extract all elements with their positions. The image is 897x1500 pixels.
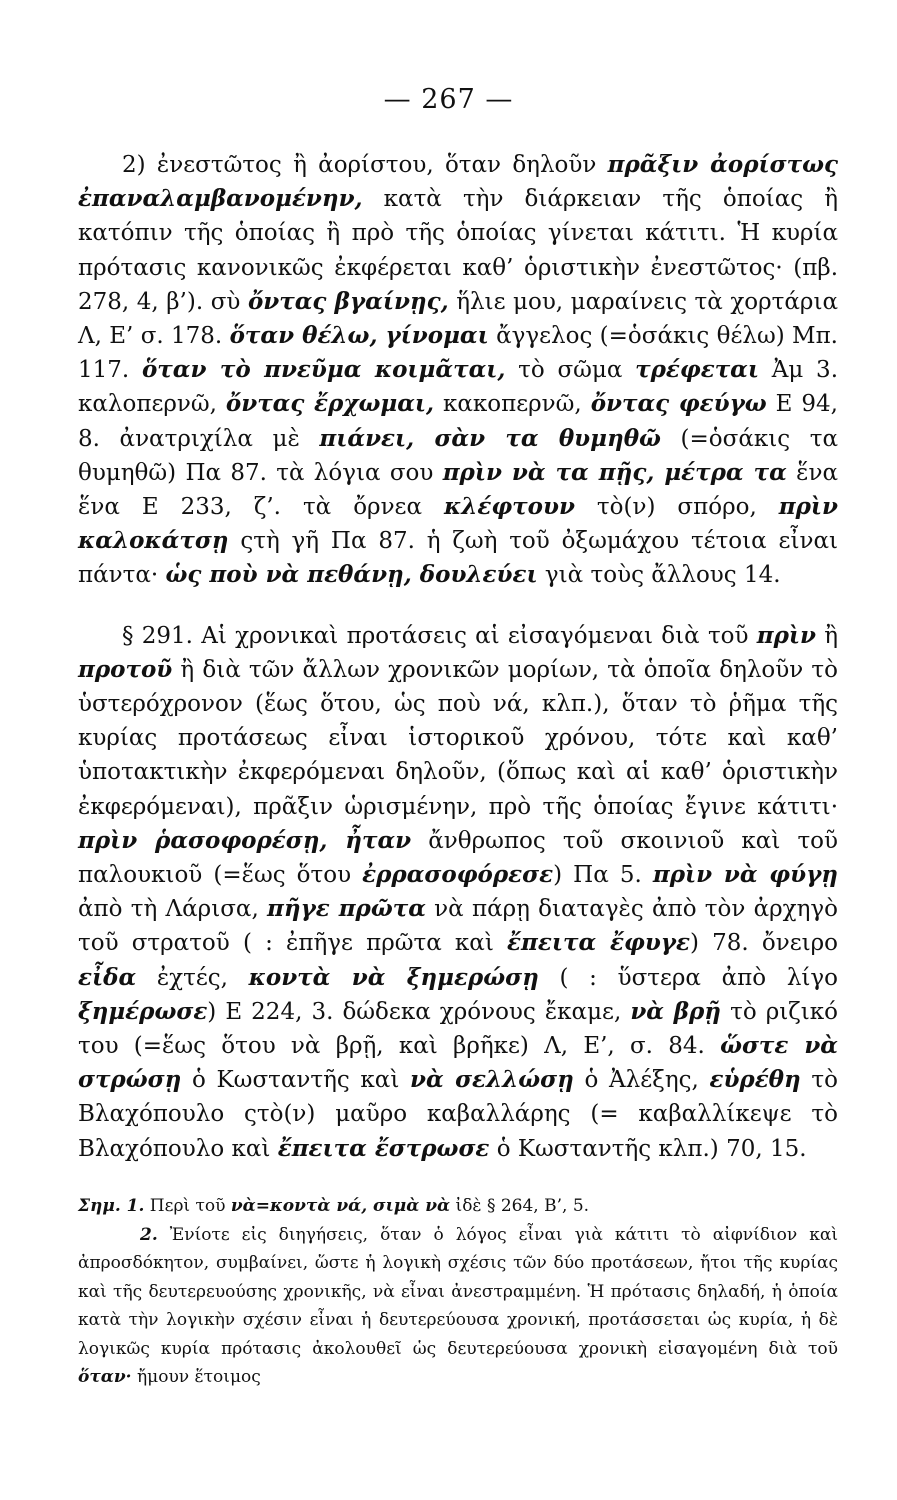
text-run: ἢ [815,622,839,649]
emphasis: ὅταν τὸ πνεῦμα κοιμᾶται, [141,356,506,384]
text-run: Ε 94, 8. ἀνατριχίλα μὲ [78,391,838,452]
text-run: ἰδὲ § 264, Β’, 5. [450,1196,590,1216]
text-run: Ἐνίοτε εἰς διηγήσεις, ὅταν ὁ λόγος εἶναι γιὰ κάτιτι τὸ αἰφνίδιον καὶ ἀπροσδόκητον, συμβαίνει, ὥστε ἡ λογικὴ σχέσις τῶν δύο προτάσεων, ἤτοι τῆς κυρίας καὶ τῆς δευτερευούσης χρονικῆς, νὰ εἶναι ἀνεστραμμένη. Ἡ πρότασις δηλαδή, ἡ ὁποία κατὰ τὴν λογικὴν σχέσιν εἶναι ἡ δευτερεύουσα χρονική, προτάσσεται ὡς κυρία, ἡ δὲ λογικῶς κυρία πρότασις ἀκολουθεῖ ὡς δευτερεύουσα χρονικὴ εἰσαγομένη διὰ τοῦ [78,1224,838,1359]
text-run: γιὰ τοὺς ἄλλους 14. [537,562,781,589]
emphasis: εὑρέθη [709,1066,801,1094]
text-run: ἀπὸ τὴ Λάρισα, [78,896,268,923]
paragraph-1 [78,148,838,593]
text-run: ἤμουν ἕτοιμος [131,1367,261,1387]
note-1 [78,1192,838,1221]
text-run: ἄγγελος (=ὁσάκις θέλω) Μπ. 117. [78,323,838,384]
emphasis: ὄντας φεύγω [590,390,767,418]
text-run: ὁ Κωσταντῆς κλπ.) 70, 15. [489,1135,807,1162]
emphasis: πρὶν καλοκάτσῃ [78,493,838,555]
text-run: κακοπερνῶ, [434,391,591,418]
paragraph-2-section-291 [78,619,838,1166]
emphasis: πιάνει, σὰν τα θυμηθῶ [319,424,661,452]
text-run: Περὶ τοῦ [144,1196,231,1216]
main-text [78,148,838,1166]
emphasis: κοντὰ νὰ ξημερώσῃ [248,963,539,991]
emphasis: ὄντας ἔρχωμαι, [225,390,435,418]
emphasis: ἔπειτα ἔφυγε [507,929,690,957]
emphasis: πρὶν [756,621,816,649]
text-run: νὰ πάρῃ διαταγὲς ἀπὸ τὸν ἀρχηγὸ τοῦ στρατοῦ ( : ἐπῆγε πρῶτα καὶ [78,896,838,957]
emphasis: πρὶν νὰ φύγῃ [652,861,838,889]
text-run: ὁ Ἀλέξης, [573,1067,710,1094]
emphasis: ὄντας βγαίνῃς, [247,287,449,315]
text-run: ἄνθρωπος τοῦ σκοινιοῦ καὶ τοῦ παλουκιοῦ (=ἕως ὅτου [78,827,839,889]
text-run: ἕνα ἕνα Ε 233, ζ’. τὰ ὄρνεα [78,459,838,521]
text-run: κατὰ τὴν διάρκειαν τῆς ὁποίας ἢ κατόπιν τῆς ὁποίας ἢ πρὸ τῆς ὁποίας γίνεται κάτιτι. Ἡ κυρία πρότασις κανονικῶς ἐκφέρεται καθ’ ὁριστικὴν ἐνεστῶτος· (πβ. 278, 4, β’). σὺ [78,186,838,315]
emphasis: ξημέρωσε [78,997,208,1025]
emphasis: ὥστε νὰ στρώσῃ [78,1032,838,1094]
emphasis: ὡς ποὺ νὰ πεθάνῃ, δουλεύει [165,561,538,589]
text-run: τὸ(ν) σπόρο, [574,494,779,521]
text-run: ) 78. ὄνειρο [689,930,838,957]
text-run: ςτὴ γῆ Πα 87. ἡ ζωὴ τοῦ ὀξωμάχου τέτοια εἶναι πάντα· [78,528,838,589]
emphasis: ὅταν· [78,1367,132,1387]
emphasis: κλέφτουν [444,493,575,521]
text-run: 2) ἐνεστῶτος ἢ ἀορίστου, ὅταν δηλοῦν [122,152,608,178]
page-number: — 267 — [383,84,514,115]
emphasis: νὰ σελλώσῃ [410,1066,574,1094]
emphasis: προτοῦ [78,655,173,683]
emphasis: ὅταν θέλω, γίνομαι [229,322,489,350]
emphasis: ἐρρασοφόρεσε [362,861,554,889]
text-run: ἐχτές, [136,964,249,991]
text-run: ) Ε 224, 3. δώδεκα χρόνους ἔκαμε, [207,998,631,1025]
text-run: § 291. Αἱ χρονικαὶ προτάσεις αἱ εἰσαγόμεναι διὰ τοῦ [122,622,757,649]
emphasis: τρέφεται [635,356,760,384]
text-run: ἢ διὰ τῶν ἄλλων χρονικῶν μορίων, τὰ ὁποῖα δηλοῦν τὸ ὑστερόχρονον (ἕως ὅτου, ὡς ποὺ νά, κλπ.), ὅταν τὸ ῥῆμα τῆς κυρίας προτάσεως εἶναι ἱστορικοῦ χρόνου, τότε καὶ καθ’ ὑποτακτικὴν ἐκφερόμεναι δηλοῦν, (ὅπως καὶ αἱ καθ’ ὁριστικὴν ἐκφερόμεναι), πρᾶξιν ὡρισμένην, πρὸ τῆς ὁποίας ἔγινε κάτιτι· [78,656,838,820]
text-run: τὸ σῶμα [505,357,636,384]
emphasis: πῆγε πρῶτα [267,895,426,923]
text-run: ( : ὕστερα ἀπὸ λίγο [538,964,839,991]
text-run: τὸ Βλαχόπουλο ςτὸ(ν) μαῦρο καβαλλάρης (= καβαλλίκεψε τὸ Βλαχόπουλο καὶ [78,1067,838,1162]
emphasis: πρᾶξιν ἀορίστως ἐπαναλαμβανομένην, [78,151,838,213]
text-run: ὁ Κωσταντῆς καὶ [181,1067,411,1094]
text-run: ἥλιε μου, μαραίνεις τὰ χορτάρια Λ, Ε’ σ. 178. [78,288,838,350]
note-2 [78,1221,838,1392]
emphasis: νὰ=κοντὰ νά, σιμὰ νὰ [230,1196,451,1216]
text-run: Ἀμ 3. καλοπερνῶ, [78,357,839,418]
emphasis: εἶδα [78,963,137,991]
emphasis: ἔπειτα ἔστρωσε [277,1134,490,1162]
emphasis: πρὶν νὰ τα πῇς, μέτρα τα [442,458,787,486]
note-label: 2. [140,1224,158,1245]
note-label: Σημ. 1. [78,1196,145,1216]
text-run: τὸ ριζικό του (=ἕως ὅτου νὰ βρῇ, καὶ βρῆκε) Λ, Ε’, σ. 84. [78,998,838,1060]
emphasis: πρὶν ῥασοφορέσῃ, ἦταν [78,826,412,854]
text-run: (=ὁσάκις τα θυμηθῶ) Πα 87. τὰ λόγια σου [78,425,839,486]
footnotes [78,1192,838,1392]
text-run: ) Πα 5. [553,862,653,889]
emphasis: νὰ βρῇ [630,997,722,1025]
